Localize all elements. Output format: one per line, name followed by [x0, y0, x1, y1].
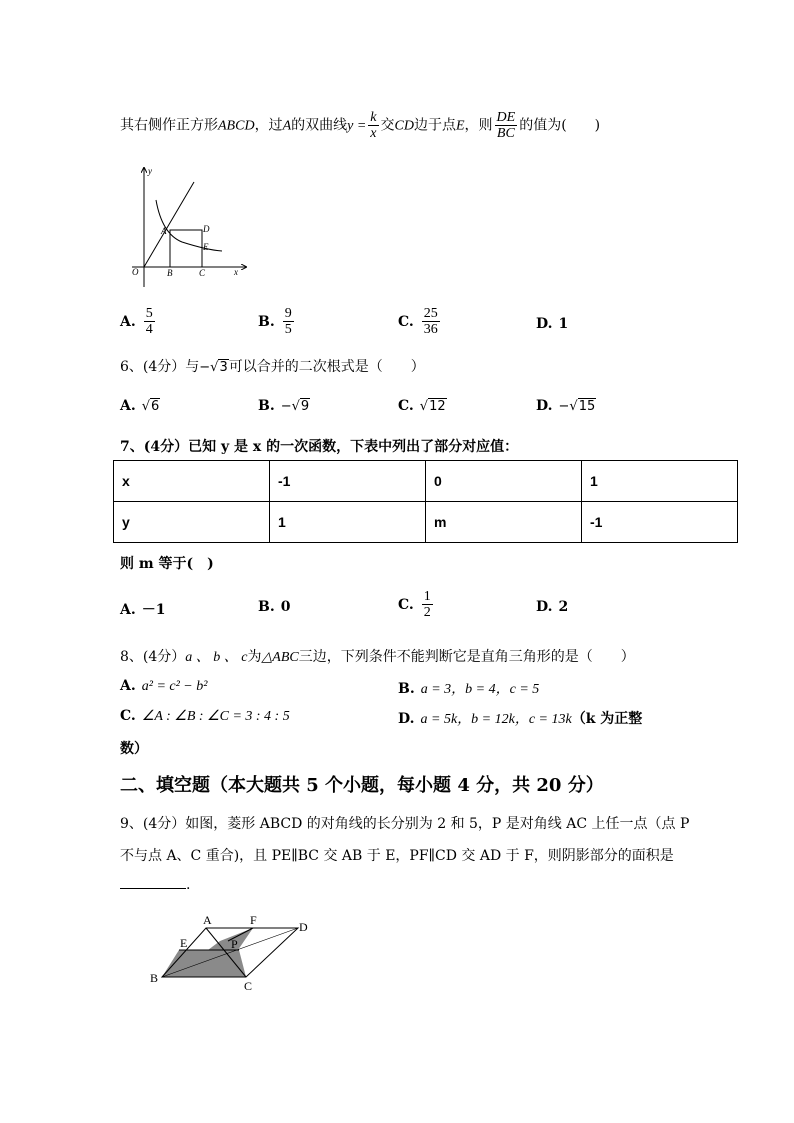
q5-stem: 其右侧作正方形ABCD，过A的双曲线y = $\frac{k}{x}$ 交CD边于点E，则 $\frac{DE}{BC}$ 的值为( )	[120, 110, 601, 141]
origin-label: O	[132, 267, 139, 277]
section-heading: 二、填空题（本大题共 5 个小题，每小题 4 分，共 20 分）	[120, 775, 604, 796]
q7-option-c[interactable]: C. $\frac{1}{2}$	[398, 589, 431, 620]
table-cell: 1	[270, 502, 426, 543]
q8-option-d-wrap: 数）	[120, 741, 148, 757]
point-b-label: B	[150, 971, 159, 985]
q9-line1: 9、(4分）如图，菱形 ABCD 的对角线的长分别为 2 和 5，P 是对角线 AC 上任一点（点 P	[120, 816, 690, 832]
table-cell: m	[426, 502, 582, 543]
q7-option-d[interactable]: D. 2	[536, 599, 569, 615]
q7-option-a[interactable]: A. －1	[120, 602, 166, 618]
point-e-label: E	[180, 936, 188, 950]
point-c-label: C	[199, 268, 206, 278]
q5-option-b[interactable]: B. $\frac{9}{5}$	[258, 306, 292, 337]
point-f-label: F	[250, 913, 257, 927]
table-cell: y	[114, 502, 270, 543]
table-cell: 0	[426, 461, 582, 502]
table-cell: x	[114, 461, 270, 502]
q5-option-a[interactable]: A. $\frac{5}{4}$	[120, 306, 153, 337]
answer-blank[interactable]	[120, 888, 186, 889]
axis-y-label: y	[148, 166, 152, 176]
q8-stem: 8、(4分）a 、 b 、 c为△ABC三边，下列条件不能判断它是直角三角形的是（ ）	[120, 649, 635, 665]
q5-option-d[interactable]: D. 1	[536, 316, 569, 332]
q6-stem: 6、(4分）与−√3可以合并的二次根式是（ ）	[120, 359, 425, 375]
q7-stem: 7、(4分）已知 y 是 x 的一次函数，下表中列出了部分对应值：	[120, 439, 519, 455]
q6-option-d[interactable]: D. −√15	[536, 398, 596, 414]
table-cell: 1	[582, 461, 738, 502]
point-p-label: P	[231, 937, 238, 951]
q6-option-c[interactable]: C. √12	[398, 398, 446, 414]
q9-rhombus-figure	[148, 910, 318, 1000]
q8-option-a[interactable]: A. a² = c² − b²	[120, 678, 208, 694]
q7-question: 则 m 等于( )	[120, 556, 214, 572]
de-over-bc-fraction: $\frac{DE}{BC}$	[496, 110, 516, 141]
axis-x-label: x	[234, 267, 238, 277]
point-c-label: C	[244, 979, 253, 993]
q8-option-c[interactable]: C. ∠A : ∠B : ∠C = 3 : 4 : 5	[120, 708, 290, 724]
point-d-label: D	[299, 920, 308, 934]
k-over-x-fraction: $\frac{k}{x}$	[370, 110, 377, 141]
q6-option-b[interactable]: B. −√9	[258, 398, 310, 414]
point-b-label: B	[167, 268, 173, 278]
q7-option-b[interactable]: B. 0	[258, 599, 291, 615]
q8-option-b[interactable]: B. a = 3，b = 4，c = 5	[398, 681, 540, 697]
q9-line3: .	[120, 877, 190, 893]
table-row	[114, 502, 738, 543]
q5-option-c[interactable]: C. $\frac{25}{36}$	[398, 306, 438, 337]
q9-line2: 不与点 A、C 重合)，且 PE∥BC 交 AB 于 E，PF∥CD 交 AD 于 F，则阴影部分的面积是	[120, 848, 674, 864]
table-row	[114, 461, 738, 502]
q7-value-table	[113, 460, 738, 543]
q5-hyperbola-figure	[122, 162, 252, 292]
point-a-label: A	[203, 913, 212, 927]
table-cell: -1	[582, 502, 738, 543]
table-cell: -1	[270, 461, 426, 502]
point-a-label: A	[161, 226, 167, 236]
q8-option-d[interactable]: D. a = 5k，b = 12k，c = 13k（k 为正整	[398, 711, 643, 727]
point-e-label: E	[203, 242, 209, 252]
point-d-label: D	[203, 224, 210, 234]
q6-option-a[interactable]: A. √6	[120, 398, 160, 414]
